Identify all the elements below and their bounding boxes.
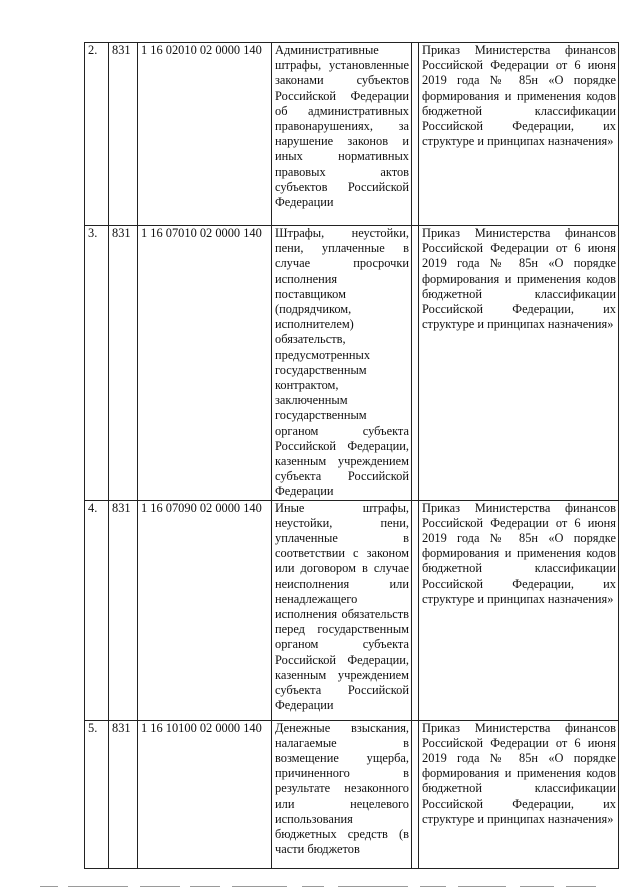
table-row	[85, 43, 619, 226]
row-number: 3.	[85, 226, 109, 501]
budget-classification-code: 1 16 10100 02 0000 140	[138, 720, 272, 868]
admin-code: 831	[109, 43, 138, 226]
revenue-codes-table	[84, 42, 619, 869]
row-number: 5.	[85, 720, 109, 868]
legal-basis: Приказ Министерства финансов Российской Федерации от 6 июня 2019 года № 85н «О порядке формирования и применения кодов бюджетной классификации Российской Федерации, их структуре и принципах назначения»	[419, 500, 619, 720]
budget-classification-code: 1 16 02010 02 0000 140	[138, 43, 272, 226]
row-number: 4.	[85, 500, 109, 720]
column-gap	[412, 720, 419, 868]
budget-classification-code: 1 16 07090 02 0000 140	[138, 500, 272, 720]
table-row	[85, 720, 619, 868]
column-gap	[412, 43, 419, 226]
row-number: 2.	[85, 43, 109, 226]
revenue-name: Иные штрафы, неустойки, пени, уплаченные в соответствии с законом или договором в случае неисполнения или ненадлежащего исполнения обязательств перед государственным органом субъекта Российской Федерации, казенным учреждением субъекта Российской Федерации	[272, 500, 412, 720]
revenue-name: Штрафы, неустойки, пени, уплаченные в случае просрочки исполнения поставщиком (подрядчиком, исполнителем) обязательств, предусмотренных государственным контрактом, заключенным государственным органом субъекта Российской Федерации, казенным учреждением субъекта Российской Федерации	[272, 226, 412, 501]
column-gap	[412, 226, 419, 501]
admin-code: 831	[109, 226, 138, 501]
legal-basis: Приказ Министерства финансов Российской Федерации от 6 июня 2019 года № 85н «О порядке формирования и применения кодов бюджетной классификации Российской Федерации, их структуре и принципах назначения»	[419, 226, 619, 501]
table-row	[85, 226, 619, 501]
table-row	[85, 500, 619, 720]
legal-basis: Приказ Министерства финансов Российской Федерации от 6 июня 2019 года № 85н «О порядке формирования и применения кодов бюджетной классификации Российской Федерации, их структуре и принципах назначения»	[419, 43, 619, 226]
admin-code: 831	[109, 500, 138, 720]
revenue-name: Денежные взыскания, налагаемые в возмещение ущерба, причиненного в результате незаконного или нецелевого использования бюджетных средств (в части бюджетов	[272, 720, 412, 868]
legal-basis: Приказ Министерства финансов Российской Федерации от 6 июня 2019 года № 85н «О порядке формирования и применения кодов бюджетной классификации Российской Федерации, их структуре и принципах назначения»	[419, 720, 619, 868]
budget-classification-code: 1 16 07010 02 0000 140	[138, 226, 272, 501]
admin-code: 831	[109, 720, 138, 868]
revenue-name: Административные штрафы, установленные законами субъектов Российской Федерации об административных правонарушениях, за нарушение законов и иных нормативных правовых актов субъектов Российской Федерации	[272, 43, 412, 226]
scan-artifact-line	[40, 884, 600, 890]
column-gap	[412, 500, 419, 720]
